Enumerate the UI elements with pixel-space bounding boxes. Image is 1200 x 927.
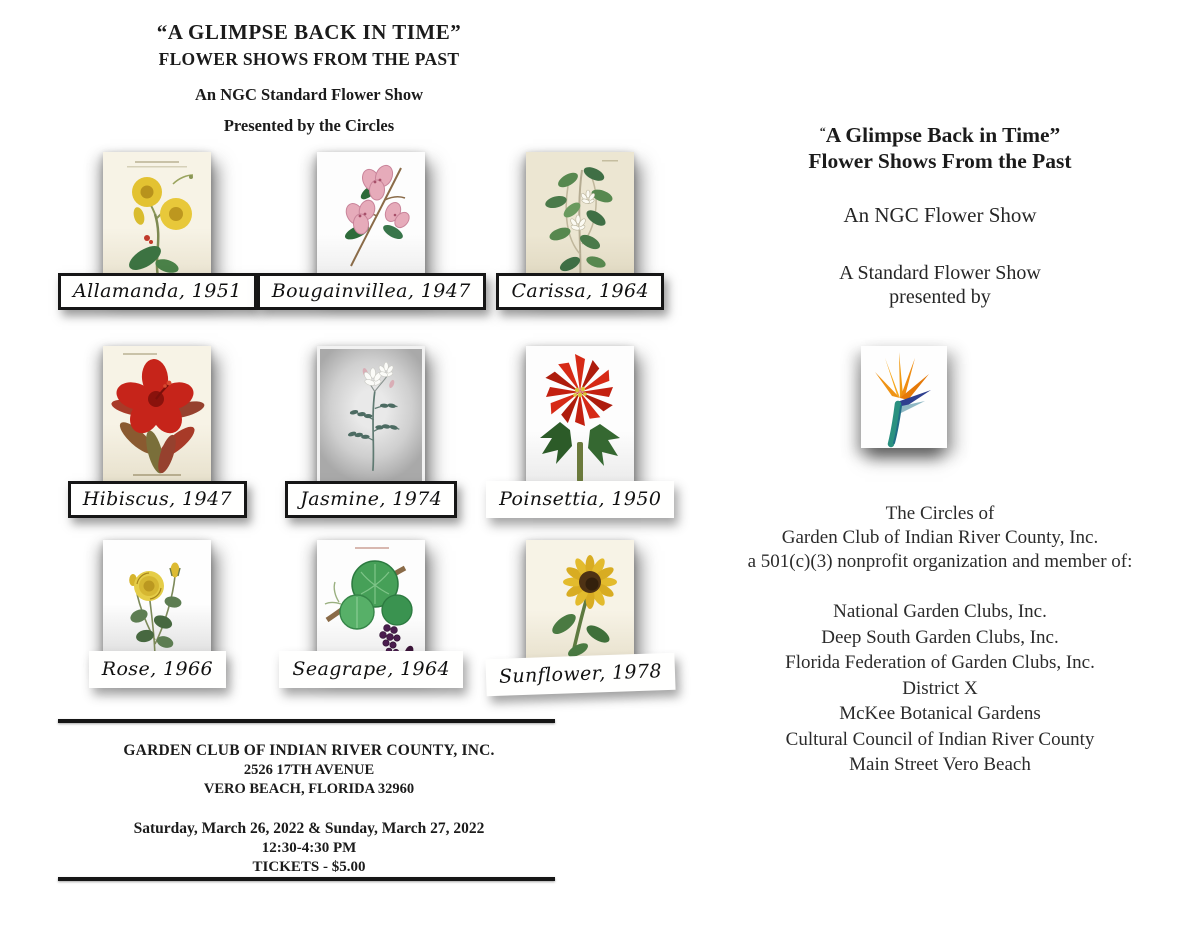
bird-of-paradise-logo-card: [861, 346, 947, 448]
membership-list: [700, 599, 1180, 778]
flower-cell-sunflower: [486, 540, 675, 726]
sunflower-caption: Sunflower, 1978: [485, 653, 675, 697]
right-title-line2: Flower Shows From the Past: [808, 149, 1072, 173]
membership-item: Deep South Garden Clubs, Inc.: [821, 626, 1059, 648]
left-subtitle-presented: Presented by the Circles: [223, 116, 395, 135]
standard-show-line1: A Standard Flower Show: [839, 262, 1041, 284]
bougainvillea-flower-icon: [317, 152, 425, 290]
flower-cell-bougainvillea: [257, 152, 486, 346]
carissa-art: [526, 152, 634, 290]
rose-caption: Rose, 1966: [89, 651, 226, 688]
org-address-line2: VERO BEACH, FLORIDA 32960: [203, 781, 415, 797]
sunflower-flower-icon: [526, 540, 634, 668]
flower-cell-rose: [89, 540, 226, 726]
allamanda-caption: Allamanda, 1951: [58, 273, 257, 310]
hibiscus-art: [103, 346, 211, 488]
jasmine-flower-icon: [320, 349, 422, 485]
flower-cell-seagrape: [279, 540, 463, 726]
seagrape-caption: Seagrape, 1964: [279, 651, 463, 688]
org-block-line3: a 501(c)(3) nonprofit organization and member of:: [747, 551, 1133, 572]
flower-cell-allamanda: [58, 152, 257, 346]
left-page-header: [58, 20, 560, 136]
opening-quote: “: [819, 124, 826, 138]
rose-flower-icon: [103, 540, 211, 668]
poinsettia-caption: Poinsettia, 1950: [486, 481, 674, 518]
left-page-footer: [58, 742, 560, 876]
standard-show-line2: presented by: [889, 286, 991, 308]
membership-item: District X: [902, 677, 978, 699]
rose-art: [103, 540, 211, 668]
right-title-line1: “A Glimpse Back in Time”: [819, 123, 1061, 147]
right-page-title: [700, 118, 1180, 174]
allamanda-flower-icon: [103, 152, 211, 290]
hibiscus-flower-icon: [103, 346, 211, 488]
standard-show-block: [700, 261, 1180, 309]
flower-cell-jasmine: [285, 346, 457, 540]
poinsettia-flower-icon: [526, 346, 634, 488]
seagrape-flower-icon: [317, 540, 425, 668]
bird-of-paradise-icon: [861, 346, 947, 448]
flower-cell-carissa: [496, 152, 664, 346]
seagrape-art: [317, 540, 425, 668]
event-time: 12:30-4:30 PM: [261, 840, 357, 856]
divider-bottom: [58, 877, 555, 881]
event-dates: Saturday, March 26, 2022 & Sunday, March 27, 2022: [133, 820, 485, 837]
org-block-line2: Garden Club of Indian River County, Inc.: [781, 527, 1099, 548]
left-title-line1: “A GLIMPSE BACK IN TIME”: [156, 20, 462, 44]
membership-item: National Garden Clubs, Inc.: [833, 601, 1047, 622]
left-page: [58, 0, 663, 927]
allamanda-art: [103, 152, 211, 290]
org-block: [700, 502, 1180, 574]
flower-cell-poinsettia: [486, 346, 674, 540]
left-title-line2: FLOWER SHOWS FROM THE PAST: [158, 49, 460, 69]
jasmine-art: [317, 346, 425, 488]
ngc-flower-show-line: An NGC Flower Show: [843, 203, 1037, 227]
bougainvillea-art: [317, 152, 425, 290]
bougainvillea-caption: Bougainvillea, 1947: [257, 273, 486, 310]
membership-item: Florida Federation of Garden Clubs, Inc.: [785, 652, 1095, 673]
flower-grid: [58, 152, 663, 726]
right-page: [700, 0, 1180, 927]
org-block-line1: The Circles of: [885, 503, 995, 524]
left-subtitle-ngc: An NGC Standard Flower Show: [195, 85, 423, 104]
membership-item: Main Street Vero Beach: [849, 754, 1031, 775]
org-name: GARDEN CLUB OF INDIAN RIVER COUNTY, INC.: [123, 742, 495, 759]
sunflower-art: [526, 540, 634, 668]
membership-item: Cultural Council of Indian River County: [785, 728, 1095, 750]
divider-top: [58, 719, 555, 723]
poinsettia-art: [526, 346, 634, 488]
flower-cell-hibiscus: [68, 346, 247, 540]
hibiscus-caption: Hibiscus, 1947: [68, 481, 247, 518]
membership-item: McKee Botanical Gardens: [839, 703, 1041, 724]
ticket-price: TICKETS - $5.00: [252, 859, 366, 875]
carissa-caption: Carissa, 1964: [496, 273, 664, 310]
jasmine-caption: Jasmine, 1974: [285, 481, 457, 518]
carissa-flower-icon: [526, 152, 634, 290]
org-address-line1: 2526 17TH AVENUE: [243, 762, 375, 778]
